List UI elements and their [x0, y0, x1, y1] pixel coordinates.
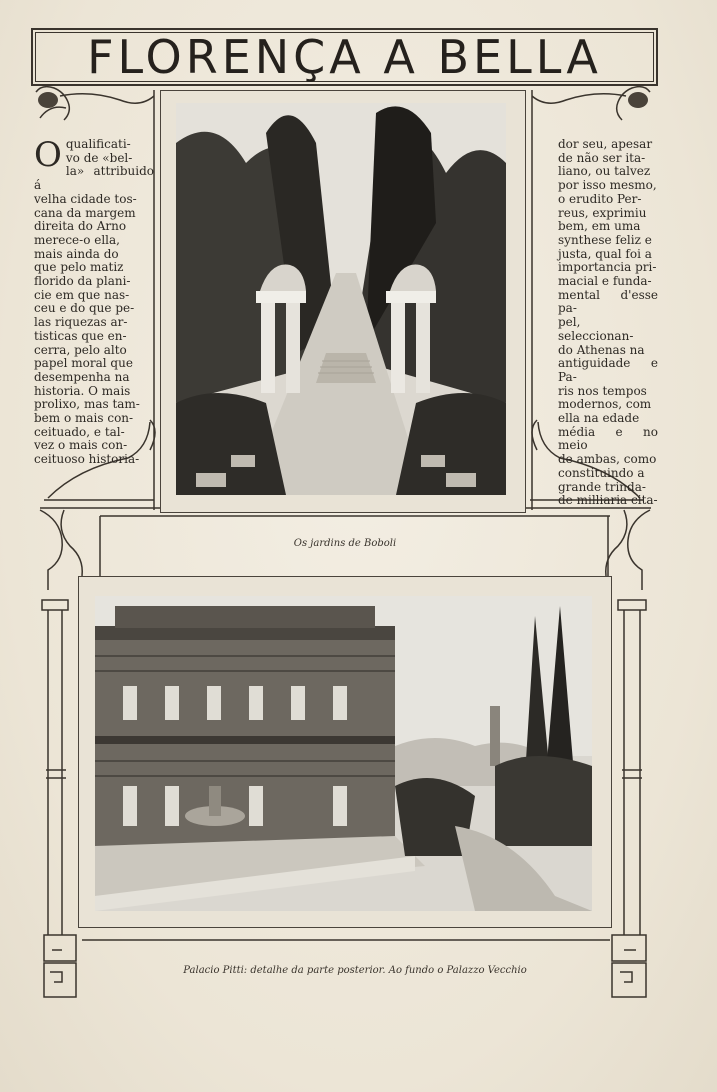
article-line: synthese feliz e [558, 232, 652, 247]
article-line: de não ser ita- [558, 150, 646, 165]
garden-avenue-photo [176, 103, 506, 495]
article-line: las riquezas ar- [34, 315, 128, 330]
article-line: modernos, com [558, 397, 652, 412]
article-line: la» attribuido á [34, 164, 154, 193]
article-line: merece-o ella, [34, 232, 120, 247]
article-line: o erudito Per- [558, 191, 642, 206]
article-line: que pelo matiz [34, 260, 124, 275]
caption-boboli: Os jardins de Boboli [293, 538, 397, 549]
article-line: macial e funda- [558, 274, 652, 289]
article-line: prolixo, mas tam- [34, 397, 140, 412]
article-line: importancia pri- [558, 260, 657, 275]
article-line: ris nos tempos [558, 383, 647, 398]
article-line: dor seu, apesar [558, 137, 653, 151]
article-line: ceituoso historia- [34, 452, 140, 467]
article-line: ella na edade [558, 411, 640, 426]
article-line: de milliaria cita- [558, 493, 658, 508]
article-line: média e no meio [558, 424, 658, 453]
article-line: direita do Arno [34, 219, 127, 234]
article-line: vo de «bel- [65, 150, 133, 165]
article-line: mental d'esse pa- [558, 287, 658, 316]
article-line: reus, exprimiu [558, 205, 647, 220]
article-line: grande trinda- [558, 479, 646, 494]
title-banner [31, 28, 658, 86]
article-line: historia. O mais [34, 383, 131, 398]
caption-pitti: Palacio Pitti: detalhe da parte posterior. Ao fundo o Palazzo Vecchio [183, 965, 527, 976]
article-line: cana da margem [34, 205, 136, 220]
article-line: bem, em uma [558, 219, 641, 234]
article-line: constituindo a [558, 465, 645, 480]
article-text-left [34, 135, 154, 467]
article-line: tisticas que en- [34, 328, 127, 343]
article-line: papel moral que [34, 356, 133, 371]
article-column-left [34, 135, 154, 467]
article-text-right [558, 138, 658, 508]
article-line: antiguidade e Pa- [558, 356, 658, 384]
article-column-right [558, 138, 658, 508]
article-line: bem o mais con- [34, 411, 134, 426]
article-line: liano, ou talvez [558, 164, 651, 179]
article-line: pel, seleccionan- [558, 315, 634, 343]
article-line: ceu e do que pe- [34, 301, 135, 316]
article-line: cie em que nas- [34, 287, 130, 302]
article-line: vez o mais con- [34, 438, 128, 453]
article-line: por isso mesmo, [558, 178, 657, 193]
article-line: qualificati- [65, 137, 131, 151]
article-line: justa, qual foi a [558, 246, 652, 261]
article-line: do Athenas na [558, 342, 645, 357]
page-title: FLORENÇA A BELLA [87, 30, 602, 84]
palace-photo [95, 596, 592, 911]
article-line: velha cidade tos- [34, 191, 137, 206]
drop-cap: O [34, 135, 62, 175]
article-line: de ambas, como [558, 452, 657, 467]
article-line: mais ainda do [34, 246, 119, 261]
article-line: cerra, pelo alto [34, 342, 127, 357]
article-line: florido da plani- [34, 274, 131, 289]
article-line: desempenha na [34, 369, 130, 384]
article-line: ceituado, e tal- [34, 424, 125, 439]
